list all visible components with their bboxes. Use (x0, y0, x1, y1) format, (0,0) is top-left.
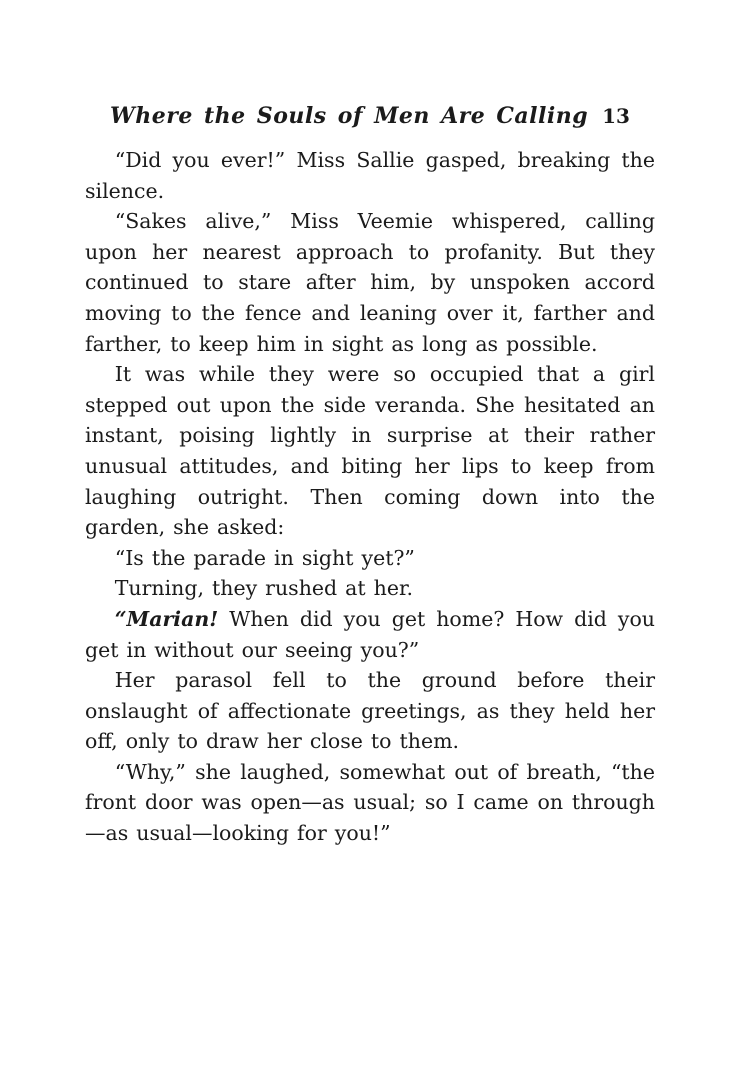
paragraph-dialogue: Turning, they rushed at her. (114, 576, 414, 601)
paragraph: Her parasol fell to the ground before their onslaught of affectionate greetings, as they held her off, only to draw her close to them. (85, 668, 655, 754)
page-body (85, 145, 655, 849)
page-number: 13 (602, 104, 630, 128)
paragraph: “Did you ever!” Miss Sallie gasped, breaking the silence. (85, 148, 655, 203)
paragraph-dialogue (85, 604, 655, 665)
paragraph: “Why,” she laughed, somewhat out of breath, “the front door was open—as usual; so I came on through—as usual—looking for you!” (85, 759, 655, 846)
paragraph: It was while they were so occupied that a girl stepped out upon the side veranda. She hesitated an instant, poising lightly in surprise at their rather unusual attitudes, and biting her lips to keep from laughing outright. Then coming down into the garden, she asked: (85, 362, 655, 540)
italic-exclamation: “Marian! (114, 606, 219, 631)
running-header-title: Where the Souls of Men Are Calling (110, 103, 589, 129)
paragraph: “Sakes alive,” Miss Veemie whispered, calling upon her nearest approach to profanity. But they continued to stare after him, by unspoken accord moving to the fence and leaning over it, farther and farther, to keep him in sight as long as possible. (85, 209, 655, 356)
paragraph-text: When did you get home? How did you get in without our seeing you?” (85, 606, 655, 662)
running-header (85, 103, 655, 129)
paragraph-dialogue: “Is the parade in sight yet?” (114, 545, 415, 570)
